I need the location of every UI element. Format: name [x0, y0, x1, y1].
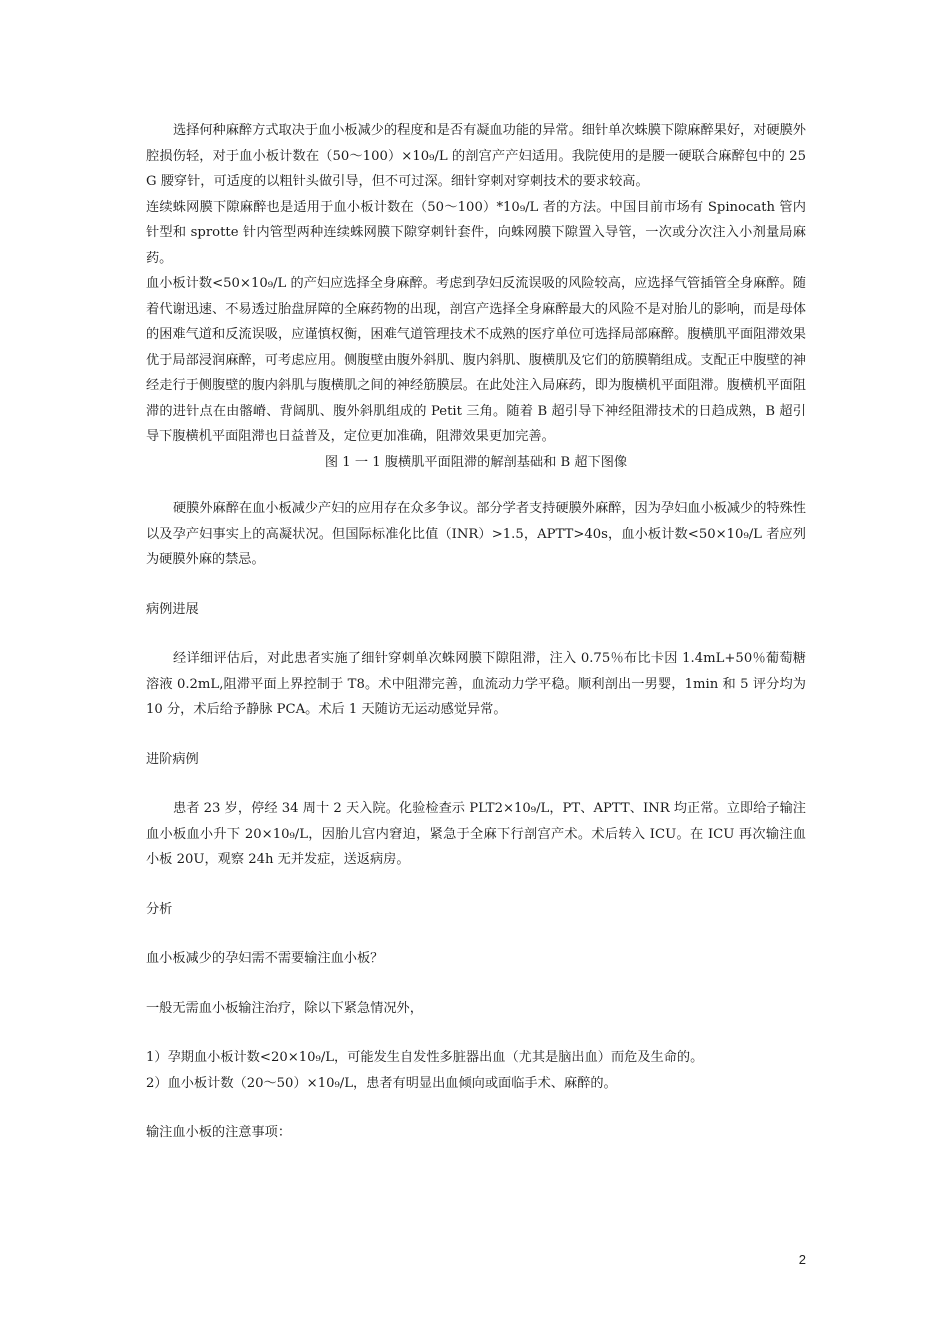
paragraph-general-anesthesia: 血小板计数<50×10₉/L 的产妇应选择全身麻醉。考虑到孕妇反流误吸的风险较高，应选择气管插管全身麻醉。随着代谢迅速、不易透过胎盘屏障的全麻药物的出现，剖宫产选择全身麻醉最大的风险不是对胎儿的影响，而是母体的困难气道和反流误吸，应谨慎权衡，困难气道管理技术不成熟的医疗单位可选择局部麻醉。腹横肌平面阻滞效果优于局部浸润麻醉，可考虑应用。侧腹壁由腹外斜肌、腹内斜肌、腹横肌及它们的筋膜鞘组成。支配正中腹壁的神经走行于侧腹壁的腹内斜肌与腹横肌之间的神经筋膜层。在此处注入局麻药，即为腹横机平面阻滞。腹横机平面阻滞的进针点在由髂嵴、背阔肌、腹外斜肌组成的 Petit 三角。随着 B 超引导下神经阻滞技术的日趋成熟，B 超引导下腹横机平面阻滞也日益普及，定位更加准确，阻滞效果更加完善。: [146, 276, 806, 444]
paragraph-case-progress: 经详细评估后，对此患者实施了细针穿刺单次蛛网膜下隙阻滞，注入 0.75％布比卡因 1.4mL+50％葡萄糖溶液 0.2mL,阻滞平面上界控制于 T8。术中阻滞完善，血流动力学平稳。顺利剖出一男婴，1min 和 5 评分均为 10 分，术后给予静脉 PCA。术后 1 天随访无运动感觉异常。: [146, 651, 806, 717]
document-body: [146, 118, 806, 1146]
page-number: 2: [798, 1252, 806, 1267]
section-heading-analysis: 分析: [146, 901, 173, 917]
section-heading-case-progress: 病例进展: [146, 601, 199, 617]
paragraph-continuous-spinal: 连续蛛网膜下隙麻醉也是适用于血小板计数在（50～100）*10₉/L 者的方法。中国目前市场有 Spinocath 管内针型和 sprotte 针内管型两种连续蛛网膜下隙穿刺针套件，向蛛网膜下隙置入导管，一次或分次注入小剂量局麻药。: [146, 199, 806, 266]
question-transfusion: 血小板减少的孕妇需不需要输注血小板？: [146, 951, 384, 966]
paragraph-epidural: 硬膜外麻醉在血小板减少产妇的应用存在众多争议。部分学者支持硬膜外麻醉，因为孕妇血小板减少的特殊性以及孕产妇事实上的高凝状况。但国际标准化比值（INR）>1.5，APTT>40s，血小板计数<50×10₉/L 者应列为硬膜外麻的禁忌。: [146, 501, 806, 567]
section-heading-transfusion-notes: 输注血小板的注意事项：: [146, 1125, 292, 1140]
paragraph-advanced-case: 患者 23 岁，停经 34 周十 2 天入院。化验检查示 PLT2×10₉/L，PT、APTT、INR 均正常。立即给子输注血小板血小升下 20×10₉/L，因胎儿宫内窘迫，紧急于全麻下行剖宫产术。术后转入 ICU。在 ICU 再次输注血小板 20U，观察 24h 无并发症，送返病房。: [146, 801, 806, 867]
answer-transfusion: 一般无需血小板输注治疗，除以下紧急情况外，: [146, 1000, 423, 1016]
list-item: 1）孕期血小板计数<20×10₉/L，可能发生自发性多脏器出血（尤其是脑出血）而危及生命的。: [146, 1050, 704, 1065]
section-heading-advanced-case: 进阶病例: [146, 751, 199, 767]
list-item: 2）血小板计数（20～50）×10₉/L，患者有明显出血倾向或面临手术、麻醉的。: [146, 1075, 617, 1091]
paragraph-anesthesia-choice: 选择何种麻醉方式取决于血小板减少的程度和是否有凝血功能的异常。细针单次蛛膜下隙麻醉果好，对硬膜外腔损伤轻，对于血小板计数在（50～100）×10₉/L 的剖宫产产妇适用。我院使用的是腰一硬联合麻醉包中的 25G 腰穿针，可适度的以粗针头做引导，但不可过深。细针穿刺对穿刺技术的要求较高。: [146, 123, 806, 189]
figure-caption: 图 1 一 1 腹横肌平面阻滞的解剖基础和 B 超下图像: [324, 454, 628, 470]
